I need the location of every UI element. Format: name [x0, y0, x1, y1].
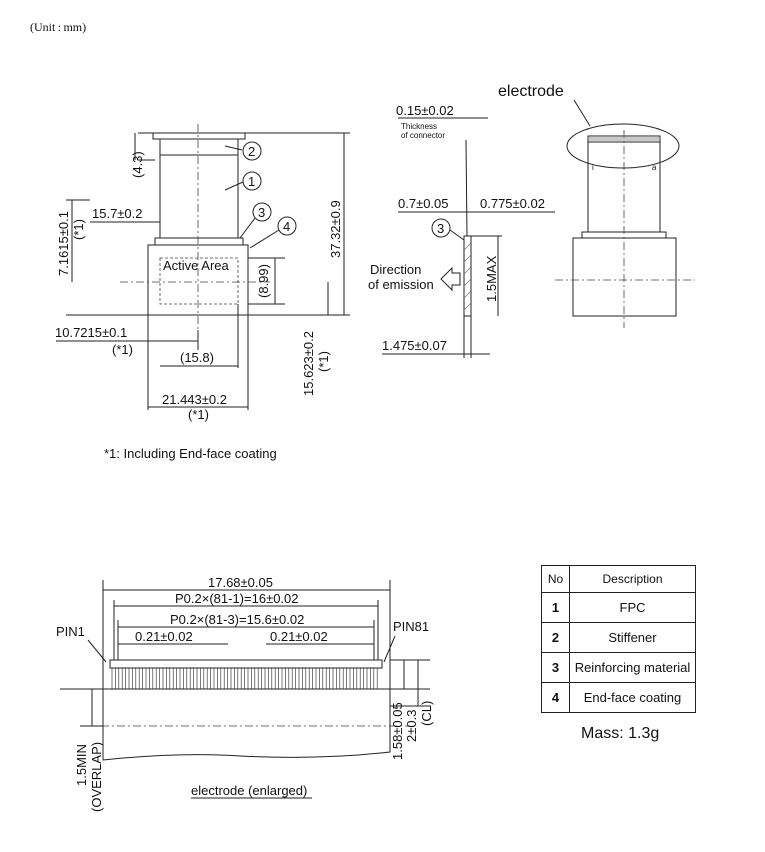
balloon-2-label: 2	[248, 144, 256, 159]
dim-107215: 10.7215±0.1	[55, 325, 128, 340]
active-area-label: Active Area	[163, 258, 229, 273]
balloon-1-label: 1	[248, 174, 256, 189]
dim-021-left: 0.21±0.02	[135, 629, 193, 644]
pin81-label: PIN81	[393, 619, 430, 634]
dim-158-005: 1.58±0.05	[390, 702, 405, 760]
leader-3-side	[450, 230, 464, 240]
thickness-label-2: of connector	[401, 131, 446, 140]
dim-3732: 37.32±0.9	[328, 200, 343, 258]
electrode-caption: electrode (enlarged)	[191, 783, 308, 798]
panel-back	[573, 238, 676, 316]
dim-15min: 1.5MIN	[74, 744, 89, 786]
dim-899: (8.99)	[256, 264, 271, 298]
dim-pitch2: P0.2×(81-3)=15.6±0.02	[170, 612, 305, 627]
row-no: 3	[542, 653, 570, 683]
front-view	[55, 124, 350, 422]
direction-label-2: of emission	[368, 277, 434, 292]
dim-15max: 1.5MAX	[484, 255, 499, 302]
row-no: 4	[542, 683, 570, 713]
row-description: Stiffener	[570, 623, 696, 653]
table-row	[542, 593, 696, 623]
leader-4	[250, 230, 279, 248]
table-row	[542, 683, 696, 713]
dim-158: (15.8)	[180, 350, 214, 365]
unit-label: (Unit : mm)	[30, 20, 87, 34]
dim-71615: 7.1615±0.1	[56, 211, 71, 276]
balloon-3-side-label: 3	[437, 221, 445, 236]
dim-1475: 1.475±0.07	[382, 338, 447, 353]
dim-pitch1: P0.2×(81-1)=16±0.02	[175, 591, 299, 606]
star1-d: (*1)	[188, 407, 209, 422]
dim-021-right: 0.21±0.02	[270, 629, 328, 644]
dim-0775: 0.775±0.02	[480, 196, 545, 211]
electrode-label: electrode	[498, 83, 564, 100]
dim-43: (4.3)	[130, 151, 145, 178]
dim-07: 0.7±0.05	[398, 196, 449, 211]
coating-note: *1: Including End-face coating	[104, 446, 277, 461]
star1-a: (*1)	[71, 219, 86, 240]
electrode-break-outline	[103, 706, 390, 760]
leader-1	[225, 182, 243, 190]
table-header-row	[542, 566, 696, 593]
row-no: 1	[542, 593, 570, 623]
table-row	[542, 653, 696, 683]
leader-2	[225, 146, 242, 150]
direction-label-1: Direction	[370, 262, 422, 277]
emission-arrow-icon	[441, 268, 460, 290]
row-description: FPC	[570, 593, 696, 623]
table-row	[542, 623, 696, 653]
dim-157: 15.7±0.2	[92, 206, 143, 221]
reinforcing-outline	[155, 238, 243, 245]
mass-label: Mass: 1.3g	[581, 725, 660, 742]
star1-b: (*1)	[112, 342, 133, 357]
fpc-outline	[160, 155, 238, 238]
thickness-label-1: Thickness	[401, 122, 438, 131]
star1-c: (*1)	[316, 351, 331, 372]
fpc-side-line	[466, 140, 467, 236]
electrode-view	[56, 575, 434, 812]
pin1-label: PIN1	[56, 624, 85, 639]
electrode-pins	[112, 668, 377, 689]
dim-2-03: 2±0.3	[404, 709, 419, 742]
electrode-highlight	[567, 124, 679, 168]
mark-i: i	[592, 163, 594, 172]
dim-21443: 21.443±0.2	[162, 392, 227, 407]
electrode-band-top	[110, 660, 382, 668]
side-view	[368, 103, 555, 358]
row-description: End-face coating	[570, 683, 696, 713]
fpc-back-outline	[588, 142, 660, 232]
dim-15623: 15.623±0.2	[301, 331, 316, 396]
mark-a: a	[652, 163, 657, 172]
description-table	[541, 565, 696, 713]
overlap-label: (OVERLAP)	[89, 741, 104, 812]
row-description: Reinforcing material	[570, 653, 696, 683]
cl-label: (CL)	[419, 700, 434, 726]
leader-3	[240, 218, 255, 238]
electrode-leader	[574, 100, 590, 126]
stiffener-outline	[153, 133, 245, 139]
balloon-4-label: 4	[283, 219, 291, 234]
balloon-3-label: 3	[258, 205, 266, 220]
dim-1768: 17.68±0.05	[208, 575, 273, 590]
stiffener-body	[160, 139, 238, 155]
dim-015: 0.15±0.02	[396, 103, 454, 118]
header-description: Description	[570, 566, 696, 593]
header-no: No	[542, 566, 570, 593]
row-no: 2	[542, 623, 570, 653]
